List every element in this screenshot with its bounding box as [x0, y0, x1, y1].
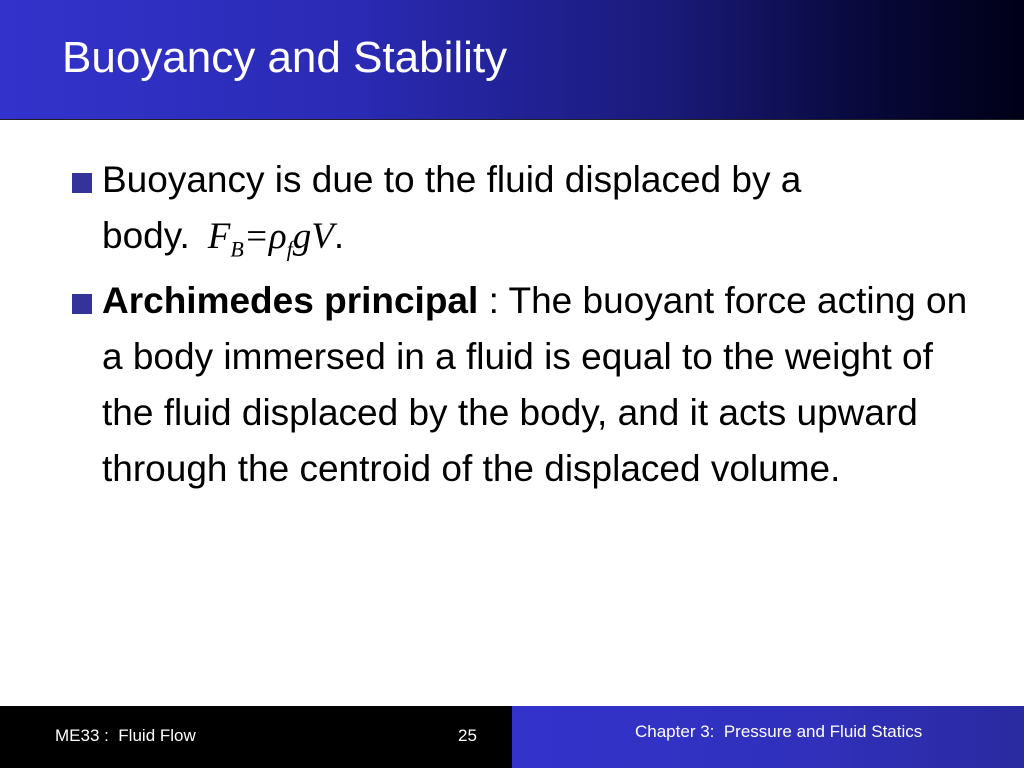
slide-content	[0, 120, 1024, 706]
square-bullet-icon	[72, 294, 92, 314]
bullet-body-text: Buoyancy is due to the fluid displaced by a body.	[102, 159, 802, 256]
footer-course-name: ME33 : Fluid Flow	[55, 726, 196, 745]
formula-subscript-b: B	[230, 236, 244, 262]
footer-right	[512, 706, 1024, 768]
footer-left	[0, 706, 512, 768]
bullet-item	[70, 273, 970, 497]
footer-chapter-title: Chapter 3: Pressure and Fluid Statics	[635, 722, 923, 741]
formula-subscript-f: f	[286, 236, 293, 262]
bullet-item	[70, 152, 970, 277]
footer-page-number: 25	[458, 726, 477, 745]
title-bar	[0, 0, 1024, 120]
archimedes-principle-text: : The buoyant force acting on a body immersed in a fluid is equal to the weight of the fluid displaced by the body, and it acts upward through the centroid of the displaced volume.	[102, 280, 968, 489]
bullet-text	[102, 273, 970, 497]
square-bullet-icon	[72, 173, 92, 193]
archimedes-principle-heading: Archimedes principal	[102, 280, 479, 321]
bullet-text	[102, 152, 970, 277]
formula-rho-symbol: ρ	[268, 216, 287, 257]
formula-force-symbol: F	[207, 216, 231, 257]
formula-gv: gV	[292, 216, 334, 257]
formula-equals: =	[243, 216, 269, 257]
buoyancy-formula	[207, 216, 334, 262]
formula-period: .	[333, 215, 345, 256]
slide-title: Buoyancy and Stability	[62, 33, 508, 82]
